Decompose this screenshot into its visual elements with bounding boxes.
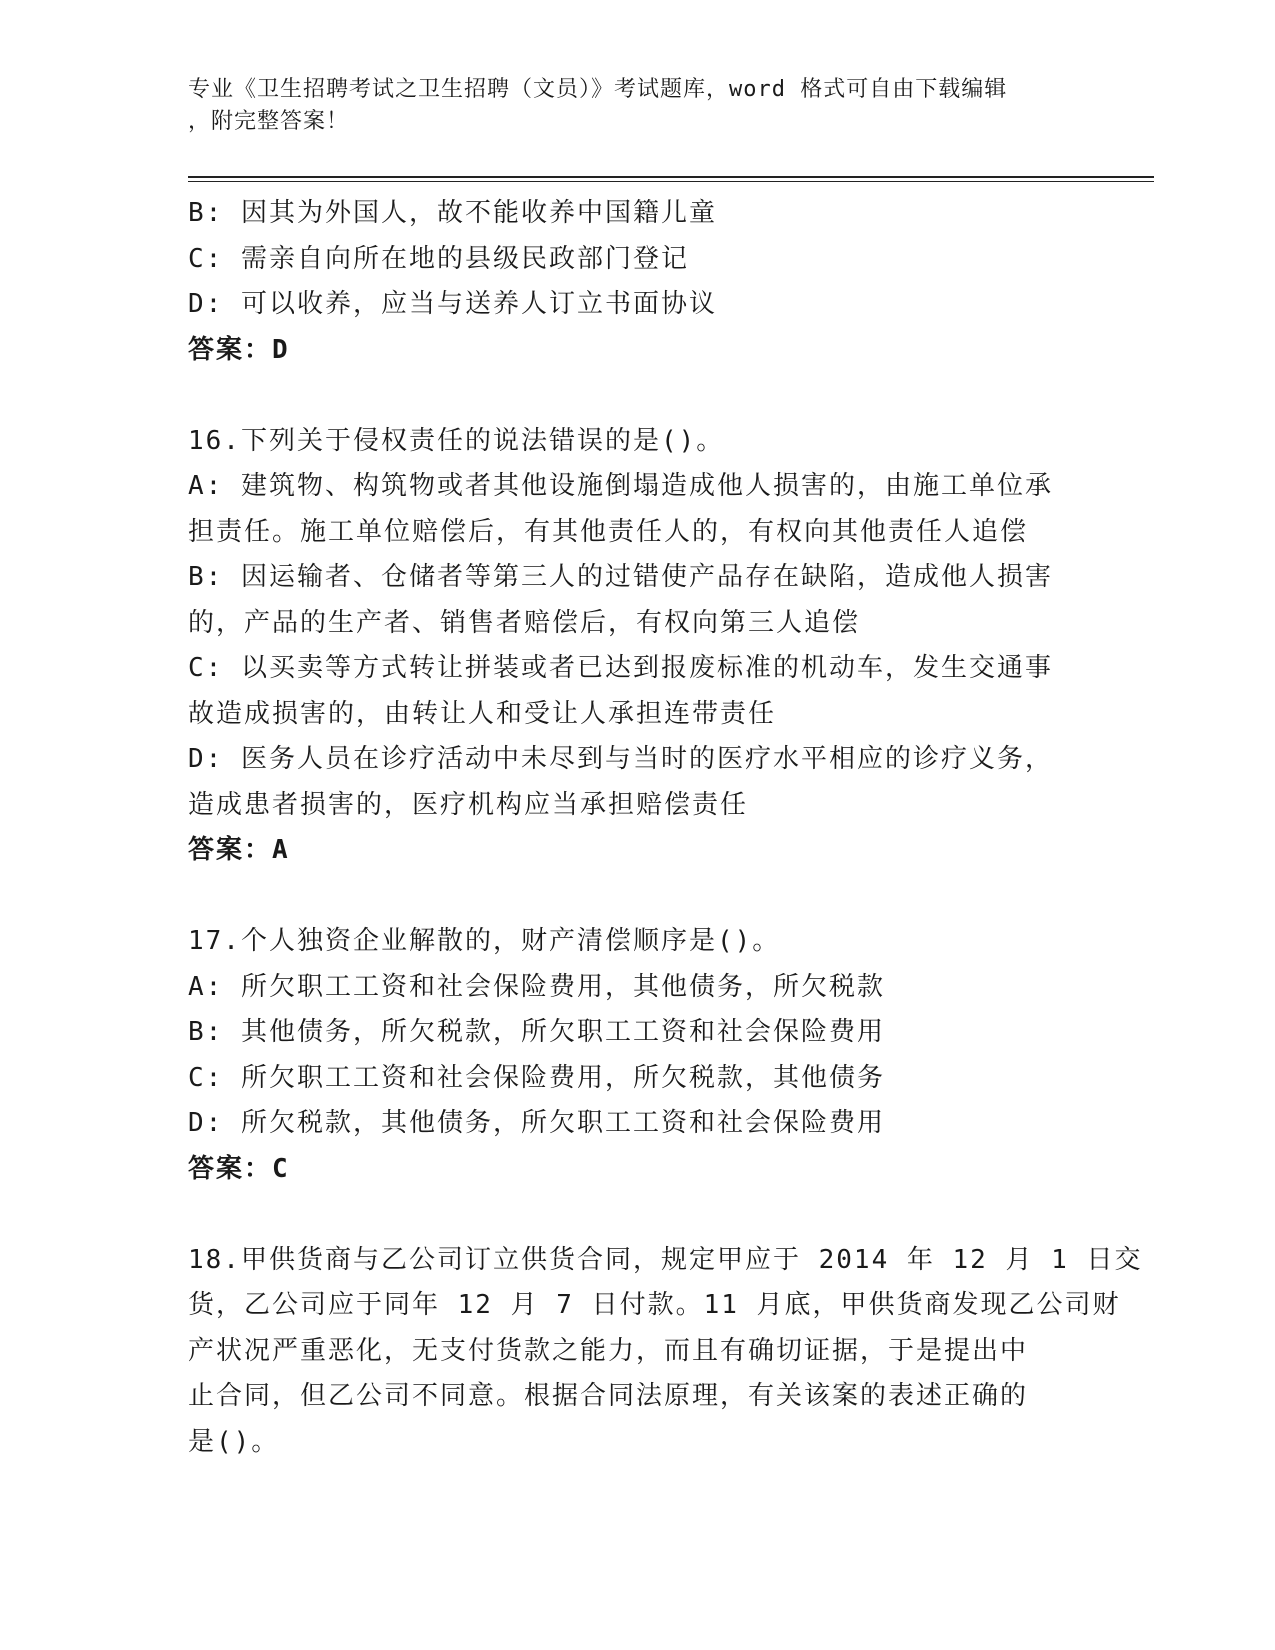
option-d: D: 所欠税款，其他债务，所欠职工工资和社会保险费用 bbox=[188, 1108, 885, 1138]
option-b: B: 因运输者、仓储者等第三人的过错使产品存在缺陷，造成他人损害 bbox=[188, 562, 1053, 592]
option-b: B: 其他债务，所欠税款，所欠职工工资和社会保险费用 bbox=[188, 1017, 885, 1047]
option-c-cont: 故造成损害的，由转让人和受让人承担连带责任 bbox=[188, 698, 777, 729]
option-d: D: 医务人员在诊疗活动中未尽到与当时的医疗水平相应的诊疗义务， bbox=[188, 744, 1053, 774]
option-c: C: 所欠职工工资和社会保险费用，所欠税款，其他债务 bbox=[188, 1062, 885, 1093]
option-a: A: 建筑物、构筑物或者其他设施倒塌造成他人损害的，由施工单位承 bbox=[188, 471, 1053, 501]
question-18 bbox=[188, 1238, 1143, 1466]
option-d: D: 可以收养，应当与送养人订立书面协议 bbox=[188, 289, 717, 319]
option-c: C: 需亲自向所在地的县级民政部门登记 bbox=[188, 243, 689, 274]
question-16 bbox=[188, 419, 1088, 874]
question-stem: 16.下列关于侵权责任的说法错误的是()。 bbox=[188, 425, 725, 456]
header-rule-thin bbox=[188, 181, 1154, 182]
option-d-cont: 造成患者损害的，医疗机构应当承担赔偿责任 bbox=[188, 789, 749, 820]
spacer bbox=[188, 1192, 1088, 1238]
header-line: ，附完整答案！ bbox=[188, 109, 350, 134]
spacer bbox=[188, 373, 1088, 419]
option-b-cont: 的，产品的生产者、销售者赔偿后，有权向第三人追偿 bbox=[188, 607, 861, 638]
answer: 答案：A bbox=[188, 835, 290, 865]
header-line: 专业《卫生招聘考试之卫生招聘（文员）》考试题库，word 格式可自由下载编辑 bbox=[188, 77, 1008, 102]
option-a-cont: 担责任。施工单位赔偿后，有其他责任人的，有权向其他责任人追偿 bbox=[188, 516, 1029, 547]
document-header bbox=[188, 74, 1068, 138]
option-a: A: 所欠职工工资和社会保险费用，其他债务，所欠税款 bbox=[188, 971, 885, 1002]
question-stem-cont: 产状况严重恶化，无支付货款之能力，而且有确切证据，于是提出中 bbox=[188, 1335, 1029, 1366]
question-content bbox=[188, 191, 1143, 1465]
question-stem-cont: 止合同，但乙公司不同意。根据合同法原理，有关该案的表述正确的 bbox=[188, 1381, 1029, 1411]
question-stem-cont: 是()。 bbox=[188, 1426, 280, 1457]
option-b: B: 因其为外国人，故不能收养中国籍儿童 bbox=[188, 198, 717, 228]
option-c: C: 以买卖等方式转让拼装或者已达到报废标准的机动车，发生交通事 bbox=[188, 653, 1053, 683]
question-stem: 18.甲供货商与乙公司订立供货合同，规定甲应于 2014 年 12 月 1 日交 bbox=[188, 1244, 1143, 1275]
answer: 答案：C bbox=[188, 1153, 290, 1184]
question-stem: 17.个人独资企业解散的，财产清偿顺序是()。 bbox=[188, 926, 781, 956]
spacer bbox=[188, 874, 1088, 920]
question-stem-cont: 货，乙公司应于同年 12 月 7 日付款。11 月底，甲供货商发现乙公司财 bbox=[188, 1290, 1121, 1320]
question-17 bbox=[188, 919, 1088, 1192]
header-rule bbox=[188, 176, 1154, 178]
answer: 答案：D bbox=[188, 334, 290, 365]
question-15-tail bbox=[188, 191, 1088, 373]
